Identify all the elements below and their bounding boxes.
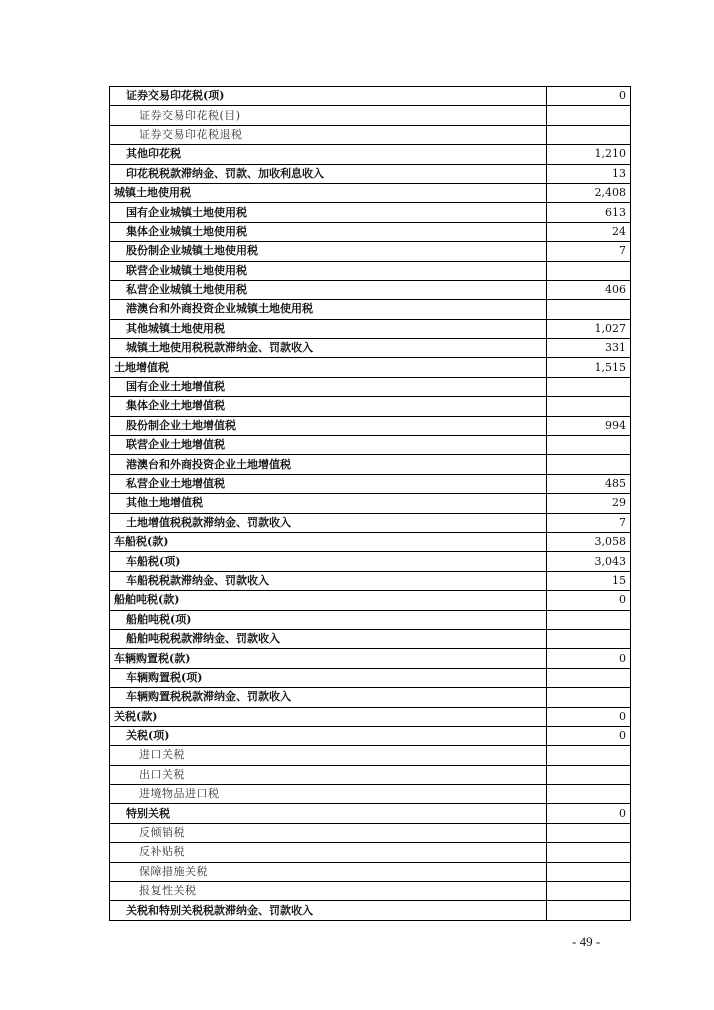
table-row	[110, 300, 631, 319]
row-value	[547, 668, 631, 687]
row-label: 进口关税	[110, 746, 547, 765]
row-label: 土地增值税税款滞纳金、罚款收入	[110, 513, 547, 532]
row-label: 车船税(款)	[110, 532, 547, 551]
row-value: 29	[547, 494, 631, 513]
row-value: 3,043	[547, 552, 631, 571]
row-value: 1,515	[547, 358, 631, 377]
row-label: 车辆购置税税款滞纳金、罚款收入	[110, 688, 547, 707]
table-row	[110, 649, 631, 668]
table-row	[110, 513, 631, 532]
row-value	[547, 436, 631, 455]
row-label: 车船税税款滞纳金、罚款收入	[110, 571, 547, 590]
row-label: 联营企业城镇土地使用税	[110, 261, 547, 280]
row-value	[547, 882, 631, 901]
table-row	[110, 882, 631, 901]
row-value: 0	[547, 591, 631, 610]
row-label: 城镇土地使用税	[110, 183, 547, 202]
table-row	[110, 203, 631, 222]
table-row	[110, 707, 631, 726]
table-row	[110, 145, 631, 164]
table-row	[110, 823, 631, 842]
row-label: 车辆购置税(款)	[110, 649, 547, 668]
table-row	[110, 862, 631, 881]
row-value: 994	[547, 416, 631, 435]
table-row	[110, 494, 631, 513]
row-label: 进境物品进口税	[110, 785, 547, 804]
row-label: 船舶吨税(款)	[110, 591, 547, 610]
row-label: 车船税(项)	[110, 552, 547, 571]
row-label: 其他土地增值税	[110, 494, 547, 513]
row-label: 私营企业土地增值税	[110, 474, 547, 493]
row-value: 0	[547, 804, 631, 823]
row-label: 关税(款)	[110, 707, 547, 726]
table-row	[110, 474, 631, 493]
row-label: 联营企业土地增值税	[110, 436, 547, 455]
row-value	[547, 765, 631, 784]
row-label: 股份制企业城镇土地使用税	[110, 242, 547, 261]
row-value: 0	[547, 726, 631, 745]
row-label: 私营企业城镇土地使用税	[110, 280, 547, 299]
table-row	[110, 280, 631, 299]
row-value	[547, 261, 631, 280]
row-value	[547, 823, 631, 842]
table-row	[110, 571, 631, 590]
row-label: 港澳台和外商投资企业城镇土地使用税	[110, 300, 547, 319]
row-value: 331	[547, 339, 631, 358]
row-label: 集体企业土地增值税	[110, 397, 547, 416]
table-row	[110, 125, 631, 144]
row-value	[547, 746, 631, 765]
row-label: 其他印花税	[110, 145, 547, 164]
row-value: 2,408	[547, 183, 631, 202]
table-row	[110, 843, 631, 862]
row-value: 13	[547, 164, 631, 183]
row-value	[547, 377, 631, 396]
table-row	[110, 726, 631, 745]
table-row	[110, 222, 631, 241]
table-row	[110, 688, 631, 707]
table-row	[110, 106, 631, 125]
row-value: 0	[547, 649, 631, 668]
row-label: 反倾销税	[110, 823, 547, 842]
row-value	[547, 629, 631, 648]
row-value	[547, 455, 631, 474]
table-row	[110, 591, 631, 610]
row-label: 港澳台和外商投资企业土地增值税	[110, 455, 547, 474]
row-label: 反补贴税	[110, 843, 547, 862]
row-label: 船舶吨税(项)	[110, 610, 547, 629]
row-value: 15	[547, 571, 631, 590]
row-value	[547, 106, 631, 125]
row-value: 24	[547, 222, 631, 241]
table-row	[110, 901, 631, 920]
table-row	[110, 261, 631, 280]
revenue-table-body	[110, 87, 631, 921]
table-row	[110, 339, 631, 358]
table-row	[110, 552, 631, 571]
table-row	[110, 358, 631, 377]
revenue-table	[109, 86, 631, 921]
row-label: 报复性关税	[110, 882, 547, 901]
row-label: 车辆购置税(项)	[110, 668, 547, 687]
row-label: 国有企业城镇土地使用税	[110, 203, 547, 222]
row-label: 船舶吨税税款滞纳金、罚款收入	[110, 629, 547, 648]
row-label: 保障措施关税	[110, 862, 547, 881]
row-value	[547, 300, 631, 319]
row-label: 证券交易印花税(项)	[110, 87, 547, 106]
row-label: 证券交易印花税退税	[110, 125, 547, 144]
row-label: 股份制企业土地增值税	[110, 416, 547, 435]
table-row	[110, 87, 631, 106]
table-row	[110, 164, 631, 183]
row-value	[547, 843, 631, 862]
table-row	[110, 804, 631, 823]
row-value: 0	[547, 707, 631, 726]
table-row	[110, 455, 631, 474]
row-value: 406	[547, 280, 631, 299]
row-value: 7	[547, 513, 631, 532]
table-row	[110, 397, 631, 416]
row-value: 3,058	[547, 532, 631, 551]
row-value: 1,027	[547, 319, 631, 338]
table-row	[110, 242, 631, 261]
row-value	[547, 688, 631, 707]
row-label: 城镇土地使用税税款滞纳金、罚款收入	[110, 339, 547, 358]
row-label: 出口关税	[110, 765, 547, 784]
table-row	[110, 629, 631, 648]
row-label: 关税和特别关税税款滞纳金、罚款收入	[110, 901, 547, 920]
row-label: 土地增值税	[110, 358, 547, 377]
table-row	[110, 765, 631, 784]
table-row	[110, 746, 631, 765]
row-value: 485	[547, 474, 631, 493]
row-label: 印花税税款滞纳金、罚款、加收利息收入	[110, 164, 547, 183]
row-value	[547, 901, 631, 920]
row-value: 0	[547, 87, 631, 106]
table-row	[110, 785, 631, 804]
row-label: 关税(项)	[110, 726, 547, 745]
row-value	[547, 397, 631, 416]
row-value: 613	[547, 203, 631, 222]
table-row	[110, 183, 631, 202]
table-row	[110, 319, 631, 338]
row-label: 国有企业土地增值税	[110, 377, 547, 396]
table-row	[110, 416, 631, 435]
table-row	[110, 532, 631, 551]
row-label: 证券交易印花税(目)	[110, 106, 547, 125]
row-label: 其他城镇土地使用税	[110, 319, 547, 338]
table-row	[110, 610, 631, 629]
table-row	[110, 668, 631, 687]
row-value	[547, 785, 631, 804]
table-row	[110, 436, 631, 455]
page-number: - 49 -	[572, 934, 601, 949]
row-value	[547, 125, 631, 144]
row-label: 特别关税	[110, 804, 547, 823]
row-label: 集体企业城镇土地使用税	[110, 222, 547, 241]
row-value	[547, 610, 631, 629]
table-row	[110, 377, 631, 396]
row-value: 1,210	[547, 145, 631, 164]
row-value	[547, 862, 631, 881]
row-value: 7	[547, 242, 631, 261]
